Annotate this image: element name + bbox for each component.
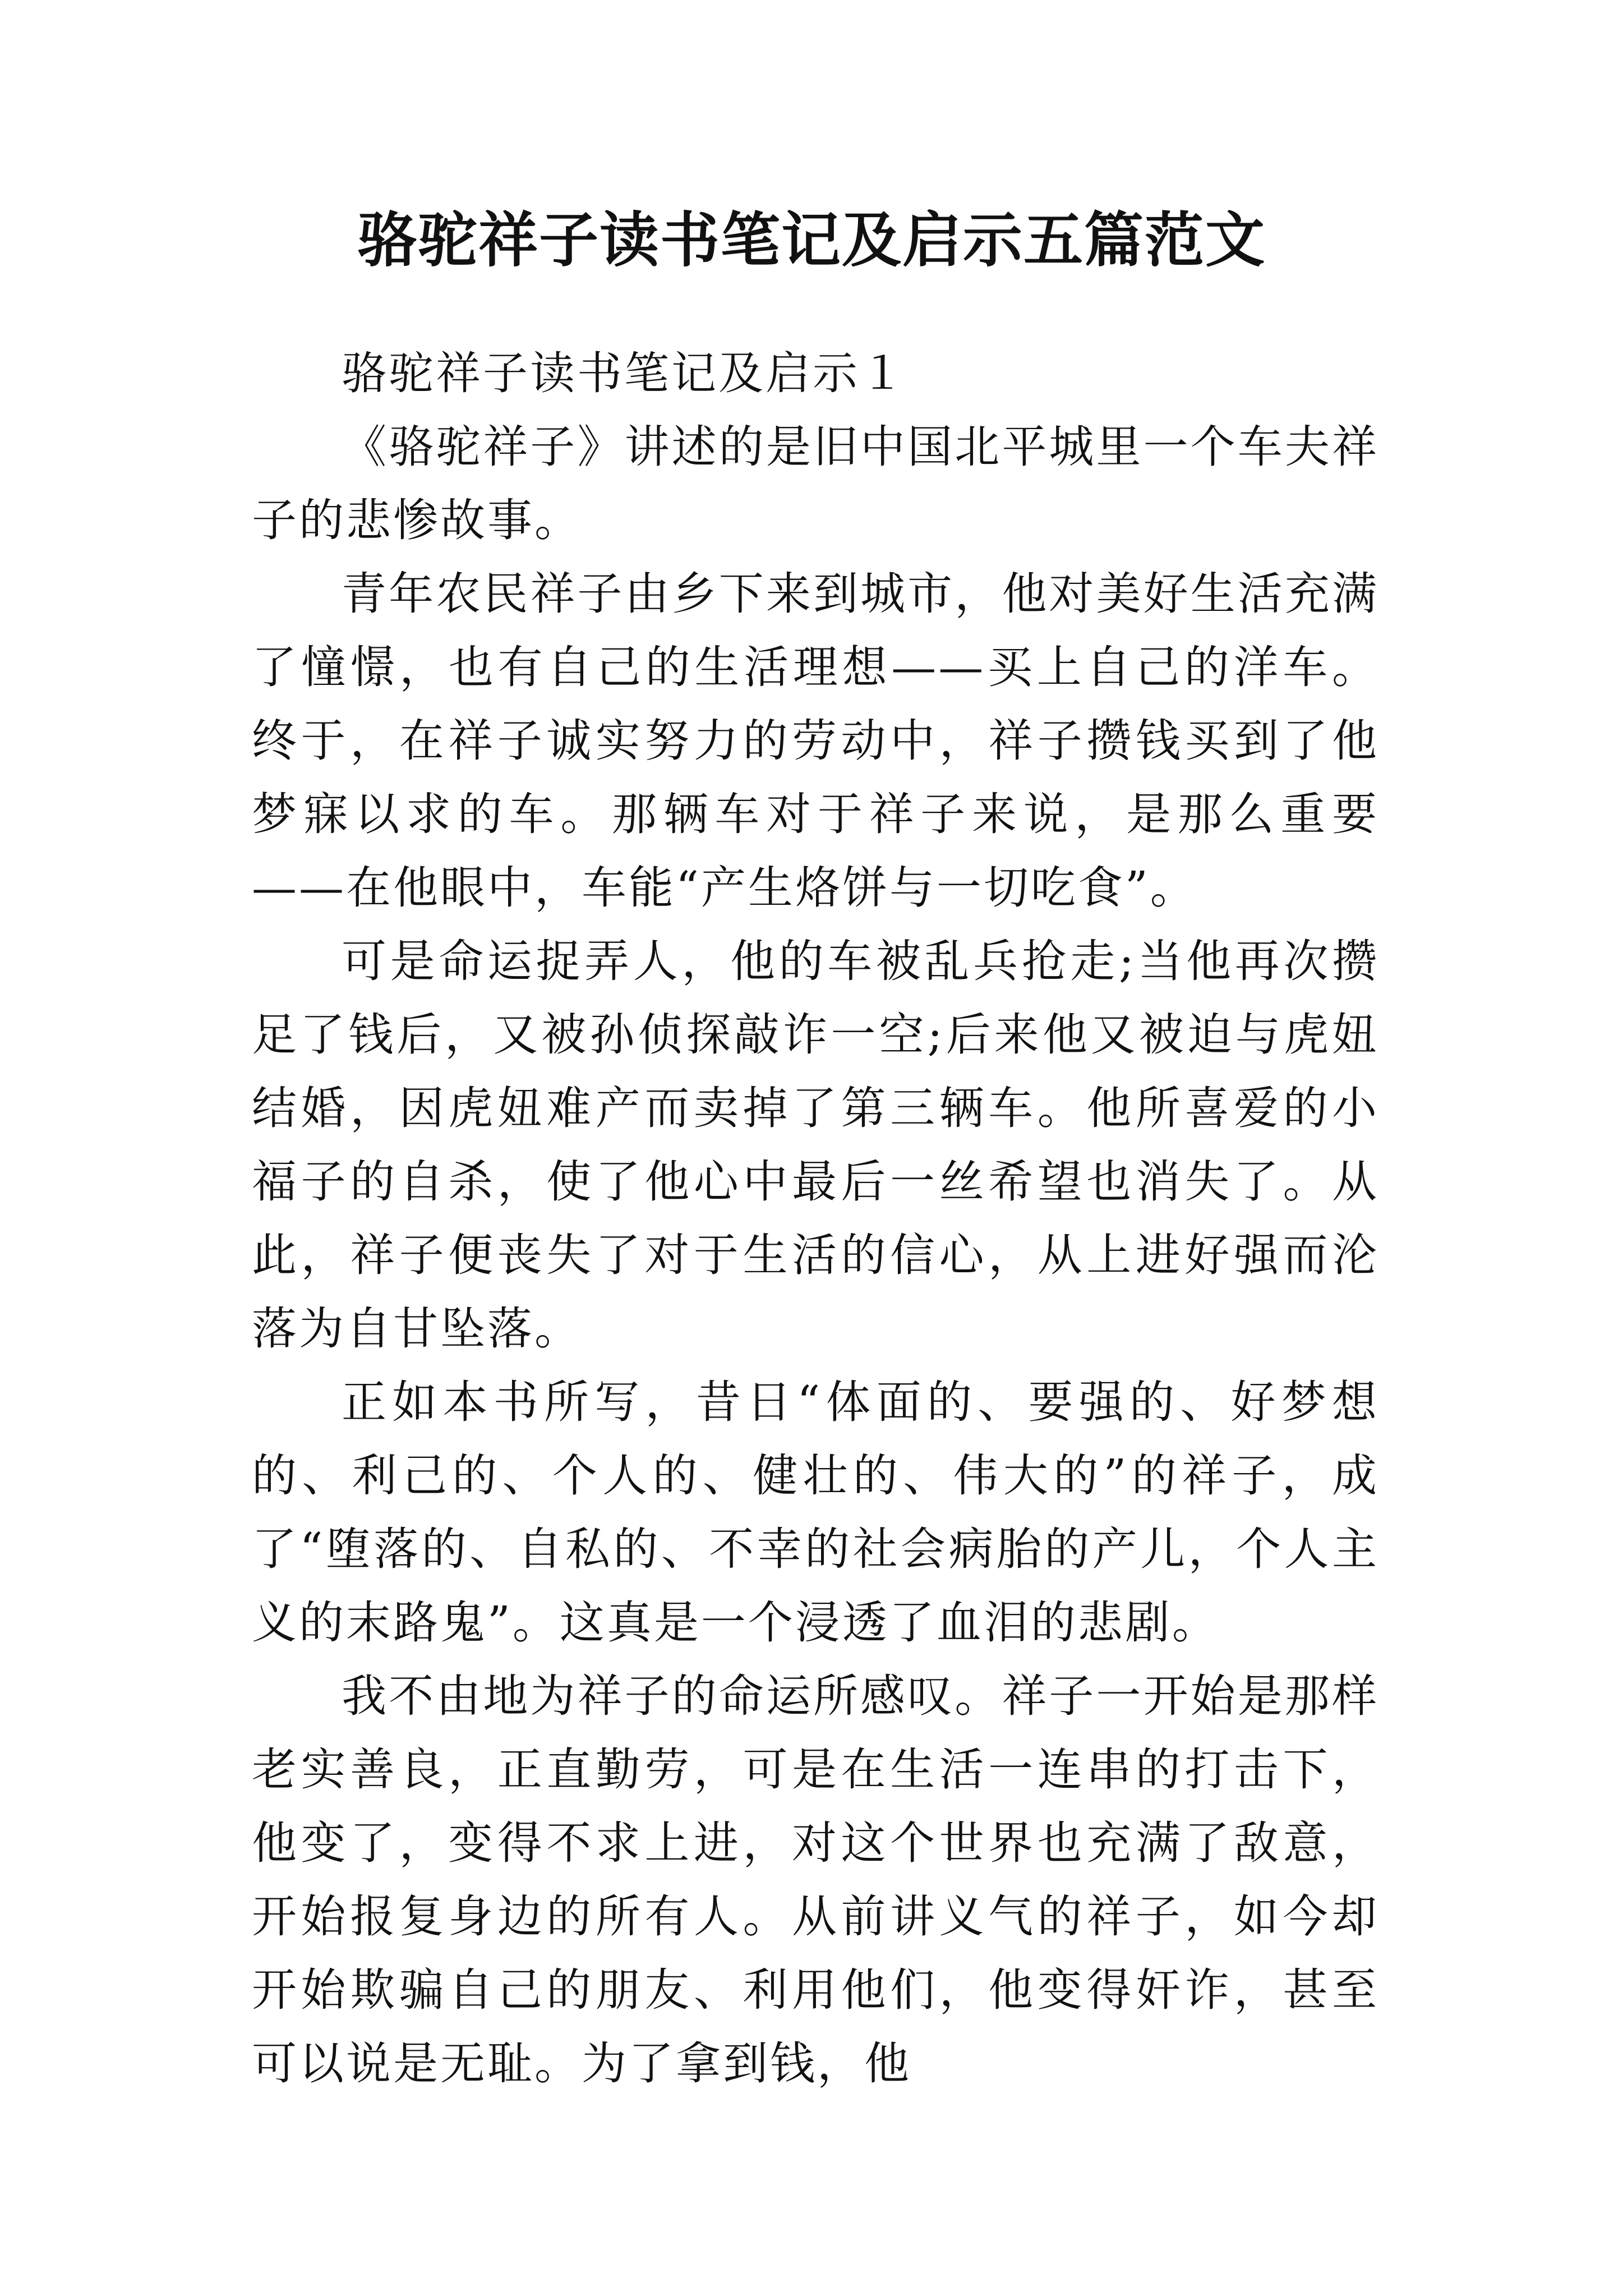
- document-body: [252, 337, 1379, 2100]
- paragraph: 正如本书所写，昔日“体面的、要强的、好梦想的、利己的、个人的、健壮的、伟大的”的祥子，成了“堕落的、自私的、不幸的社会病胎的产儿，个人主义的末路鬼”。这真是一个浸透了血泪的悲剧。: [252, 1376, 1379, 1649]
- paragraph: 我不由地为祥子的命运所感叹。祥子一开始是那样老实善良，正直勤劳，可是在生活一连串的打击下，他变了，变得不求上进，对这个世界也充满了敌意，开始报复身边的所有人。从前讲义气的祥子，如今却开始欺骗自己的朋友、利用他们，他变得奸诈，甚至可以说是无耻。为了拿到钱，他: [252, 1670, 1379, 2090]
- paragraph: 《骆驼祥子》讲述的是旧中国北平城里一个车夫祥子的悲惨故事。: [252, 421, 1379, 546]
- document-title: 骆驼祥子读书笔记及启示五篇范文: [357, 205, 1266, 275]
- paragraph: 可是命运捉弄人，他的车被乱兵抢走;当他再次攒足了钱后，又被孙侦探敲诈一空;后来他又被迫与虎妞结婚，因虎妞难产而卖掉了第三辆车。他所喜爱的小福子的自杀，使了他心中最后一丝希望也消失了。从此，祥子便丧失了对于生活的信心，从上进好强而沦落为自甘坠落。: [252, 935, 1379, 1355]
- section-heading: 骆驼祥子读书笔记及启示１: [342, 347, 907, 399]
- paragraph: 青年农民祥子由乡下来到城市，他对美好生活充满了憧憬，也有自己的生活理想——买上自己的洋车。终于，在祥子诚实努力的劳动中，祥子攒钱买到了他梦寐以求的车。那辆车对于祥子来说，是那么重要——在他眼中，车能“产生烙饼与一切吃食”。: [252, 568, 1379, 914]
